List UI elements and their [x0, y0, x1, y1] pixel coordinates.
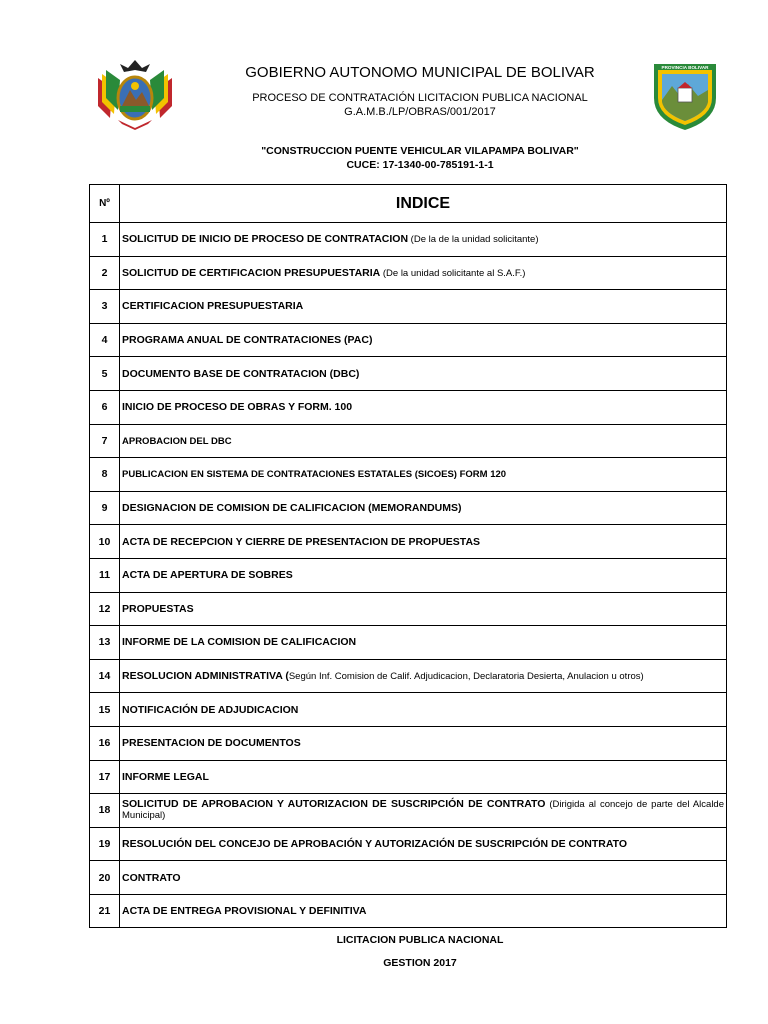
row-number: 11: [90, 558, 120, 592]
table-row: [90, 290, 727, 324]
row-title: [120, 390, 727, 424]
row-number: 20: [90, 861, 120, 895]
table-row: [90, 726, 727, 760]
row-title: [120, 592, 727, 626]
row-number: 3: [90, 290, 120, 324]
row-label: ACTA DE APERTURA DE SOBRES: [122, 569, 293, 582]
table-row: [90, 525, 727, 559]
footer-year: GESTION 2017: [383, 957, 457, 969]
row-label: PRESENTACION DE DOCUMENTOS: [122, 737, 301, 750]
row-number: 19: [90, 827, 120, 861]
row-number: 2: [90, 256, 120, 290]
table-header-row: [90, 185, 727, 223]
row-number: 14: [90, 659, 120, 693]
row-title: [120, 794, 727, 828]
row-label: PROGRAMA ANUAL DE CONTRATACIONES (PAC): [122, 334, 373, 347]
table-row: [90, 357, 727, 391]
table-row: [90, 223, 727, 257]
project-name: "CONSTRUCCION PUENTE VEHICULAR VILAPAMPA BOLIVAR": [261, 145, 579, 157]
table-row: [90, 659, 727, 693]
row-label: RESOLUCION ADMINISTRATIVA (: [122, 670, 289, 683]
column-header-index: INDICE: [120, 185, 727, 223]
row-title: [120, 323, 727, 357]
table-row: [90, 256, 727, 290]
row-label: CONTRATO: [122, 871, 181, 884]
row-title: [120, 827, 727, 861]
institution-title: GOBIERNO AUTONOMO MUNICIPAL DE BOLIVAR: [245, 64, 595, 81]
row-label: INFORME LEGAL: [122, 770, 209, 783]
row-label: DOCUMENTO BASE DE CONTRATACION (DBC): [122, 367, 360, 380]
row-number: 5: [90, 357, 120, 391]
row-title: [120, 491, 727, 525]
row-label: SOLICITUD DE CERTIFICACION PRESUPUESTARIA: [122, 266, 381, 279]
row-number: 9: [90, 491, 120, 525]
table-row: [90, 827, 727, 861]
row-label: NOTIFICACIÓN DE ADJUDICACION: [122, 703, 299, 716]
row-label: ACTA DE ENTREGA PROVISIONAL Y DEFINITIVA: [122, 905, 367, 918]
table-row: [90, 592, 727, 626]
row-title: [120, 458, 727, 492]
row-number: 10: [90, 525, 120, 559]
bolivia-coat-of-arms-logo: [92, 58, 178, 132]
row-number: 7: [90, 424, 120, 458]
row-label: INICIO DE PROCESO DE OBRAS Y FORM. 100: [122, 401, 353, 414]
row-note: (Dirigida al concejo de parte del Alcalde Municipal): [122, 799, 724, 822]
row-number: 15: [90, 693, 120, 727]
municipal-shield-logo: [648, 58, 722, 132]
row-number: 16: [90, 726, 120, 760]
row-note: (De la de la unidad solicitante): [408, 234, 539, 246]
row-title: [120, 223, 727, 257]
row-number: 4: [90, 323, 120, 357]
row-title: [120, 357, 727, 391]
row-label: INFORME DE LA COMISION DE CALIFICACION: [122, 636, 357, 649]
cuce-code: CUCE: 17-1340-00-785191-1-1: [346, 159, 494, 171]
row-label: PUBLICACION EN SISTEMA DE CONTRATACIONES ESTATALES (SICOES) FORM 120: [122, 469, 507, 481]
table-row: [90, 894, 727, 928]
row-title: [120, 861, 727, 895]
row-number: 17: [90, 760, 120, 794]
row-title: [120, 290, 727, 324]
row-label: CERTIFICACION PRESUPUESTARIA: [122, 300, 304, 313]
footer-process-type: LICITACION PUBLICA NACIONAL: [336, 934, 504, 946]
index-table: [89, 184, 727, 928]
table-row: [90, 458, 727, 492]
table-row: [90, 693, 727, 727]
table-row: [90, 390, 727, 424]
table-row: [90, 861, 727, 895]
row-label: RESOLUCIÓN DEL CONCEJO DE APROBACIÓN Y AUTORIZACIÓN DE SUSCRIPCIÓN DE CONTRATO: [122, 837, 628, 850]
process-subtitle: PROCESO DE CONTRATACIÓN LICITACION PUBLICA NACIONAL: [252, 92, 588, 104]
row-title: [120, 424, 727, 458]
table-row: [90, 760, 727, 794]
index-table-body: [90, 223, 727, 928]
row-title: [120, 558, 727, 592]
row-label: SOLICITUD DE INICIO DE PROCESO DE CONTRATACION: [122, 233, 409, 246]
row-label: ACTA DE RECEPCION Y CIERRE DE PRESENTACION DE PROPUESTAS: [122, 535, 481, 548]
table-row: [90, 626, 727, 660]
row-number: 8: [90, 458, 120, 492]
row-title: [120, 726, 727, 760]
row-title: [120, 760, 727, 794]
row-note: (De la unidad solicitante al S.A.F.): [380, 267, 526, 279]
row-label: SOLICITUD DE APROBACION Y AUTORIZACION DE SUSCRIPCIÓN DE CONTRATO: [122, 798, 546, 811]
table-row: [90, 491, 727, 525]
row-label: APROBACION DEL DBC: [122, 435, 232, 447]
row-label: PROPUESTAS: [122, 602, 194, 615]
row-title: [120, 256, 727, 290]
table-row: [90, 558, 727, 592]
row-title: [120, 626, 727, 660]
row-title: [120, 894, 727, 928]
row-number: 21: [90, 894, 120, 928]
row-number: 6: [90, 390, 120, 424]
process-code: G.A.M.B./LP/OBRAS/001/2017: [344, 106, 496, 118]
row-number: 13: [90, 626, 120, 660]
row-title: [120, 693, 727, 727]
table-row: [90, 794, 727, 828]
row-label: DESIGNACION DE COMISION DE CALIFICACION (MEMORANDUMS): [122, 502, 462, 515]
column-header-number: Nº: [90, 185, 120, 223]
row-title: [120, 659, 727, 693]
logo-banner-text: PROVINCIA BOLIVAR: [661, 65, 709, 70]
row-number: 12: [90, 592, 120, 626]
table-row: [90, 424, 727, 458]
row-number: 1: [90, 223, 120, 257]
row-title: [120, 525, 727, 559]
row-note: Según Inf. Comision de Calif. Adjudicacion, Declaratoria Desierta, Anulacion u otros): [288, 671, 644, 683]
row-number: 18: [90, 794, 120, 828]
table-row: [90, 323, 727, 357]
